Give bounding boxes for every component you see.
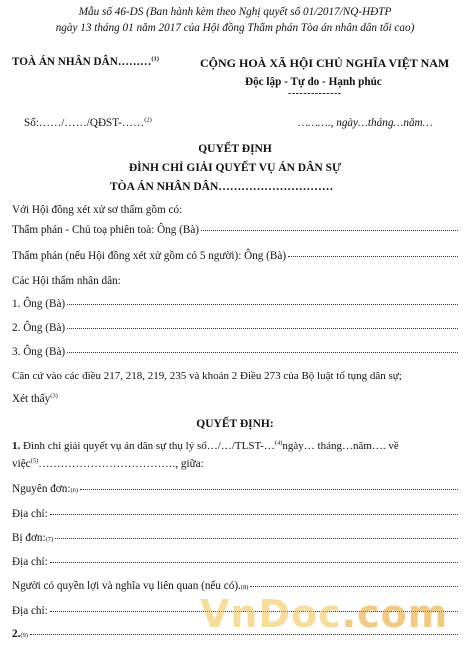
related-party-label: Người có quyền lợi và nghĩa vụ liên quan (nếu có). — [12, 580, 241, 592]
court-name — [12, 56, 159, 68]
watermark-text-a: VnDoc — [200, 592, 342, 636]
court-footnote: (1) — [151, 55, 159, 63]
legal-basis: Căn cứ vào các điều 217, 218, 219, 235 và khoản 2 Điều 273 của Bộ luật tố tụng dân sự; — [12, 370, 402, 382]
nation-motto: Độc lập - Tự do - Hạnh phúc — [245, 76, 382, 88]
form-note-line-2: ngày 13 tháng 01 năm 2017 của Hội đồng Thẩm phán Tòa án nhân dân tối cao) — [55, 22, 415, 34]
consider-label: Xét thấy — [12, 393, 51, 405]
fill-dots — [67, 352, 458, 353]
consider-line — [12, 393, 58, 405]
juror-label-2: 2. Ông (Bà) — [12, 322, 66, 334]
item-2-number: 2. — [12, 628, 21, 640]
item-1-line-2 — [12, 458, 204, 470]
fill-dots — [201, 230, 458, 231]
jurors-intro: Các Hội thẩm nhân dân: — [12, 275, 121, 287]
watermark-logo — [200, 592, 448, 636]
defendant-line: Bị đơn: (7) — [12, 532, 458, 544]
fill-dots — [67, 328, 458, 329]
item-1-footnote-c: (5) — [30, 457, 39, 465]
decision-subtitle: ĐÌNH CHỈ GIẢI QUYẾT VỤ ÁN DÂN SỰ — [128, 162, 342, 174]
court-line: TÒA ÁN NHÂN DÂN………………………… — [110, 181, 334, 193]
item-1-text-c: việc — [12, 458, 31, 470]
panel-intro: Với Hội đồng xét xử sơ thẩm gồm có: — [12, 204, 183, 216]
item-1-text-b: ngày… tháng…năm…. về — [282, 440, 399, 452]
defendant-label: Bị đơn: — [12, 532, 46, 544]
address-label-2: Địa chỉ: — [12, 556, 48, 568]
juror-line-3 — [12, 346, 458, 358]
nation-title: CỘNG HOÀ XÃ HỘI CHỦ NGHĨA VIỆT NAM — [200, 56, 450, 70]
related-party-line: Người có quyền lợi và nghĩa vụ liên quan (nếu có). (8) — [12, 580, 458, 592]
judge-presiding-line — [12, 224, 458, 236]
form-note-line-1: Mẫu số 46-DS (Ban hành kèm theo Nghị quyết số 01/2017/NQ-HĐTP — [78, 6, 392, 18]
fill-dots — [50, 562, 458, 563]
decision-number-footnote: (2) — [144, 116, 152, 124]
address-label-3: Địa chỉ: — [12, 605, 48, 617]
judge-presiding-label: Thẩm phán - Chủ toạ phiên toà: Ông (Bà) — [12, 224, 200, 236]
juror-label-1: 1. Ông (Bà) — [12, 298, 66, 310]
watermark-text-b: .com — [341, 592, 449, 636]
juror-line-1 — [12, 298, 458, 310]
judge-other-line — [12, 250, 458, 262]
decision-number — [24, 117, 152, 129]
judge-other-label: Thẩm phán (nếu Hội đồng xét xử gồm có 5 người): Ông (Bà) — [12, 250, 287, 262]
consider-footnote: (3) — [50, 392, 58, 400]
item-1-text-d: ………………………………., giữa: — [38, 458, 204, 470]
item-1-number: 1. — [12, 440, 21, 452]
decision-number-label: Số:……/……/QĐST-…… — [24, 117, 145, 129]
decides-title: QUYẾT ĐỊNH: — [196, 418, 274, 430]
address-line-1 — [12, 508, 458, 520]
date-line: ………., ngày…tháng…năm… — [298, 117, 433, 129]
address-line-2 — [12, 556, 458, 568]
item-1-text-a: Đình chỉ giải quyết vụ án dân sự thụ lý số…/…/TLST-… — [23, 440, 275, 452]
fill-dots — [250, 586, 458, 587]
fill-dots — [80, 489, 458, 490]
motto-rule: -------------- — [288, 88, 342, 99]
plaintiff-label: Nguyên đơn: — [12, 483, 71, 495]
decision-title: QUYẾT ĐỊNH — [198, 143, 272, 155]
fill-dots — [67, 304, 458, 305]
fill-dots — [288, 256, 458, 257]
fill-dots — [55, 538, 458, 539]
juror-line-2 — [12, 322, 458, 334]
item-2-line: 2. (9) — [12, 628, 458, 640]
fill-dots — [50, 514, 458, 515]
address-label-1: Địa chỉ: — [12, 508, 48, 520]
plaintiff-line: Nguyên đơn: (6) — [12, 483, 458, 495]
item-1-footnote-a: (4) — [274, 439, 283, 447]
juror-label-3: 3. Ông (Bà) — [12, 346, 66, 358]
item-1-line-1 — [12, 440, 399, 452]
court-label: TOÀ ÁN NHÂN DÂN……… — [12, 56, 152, 68]
